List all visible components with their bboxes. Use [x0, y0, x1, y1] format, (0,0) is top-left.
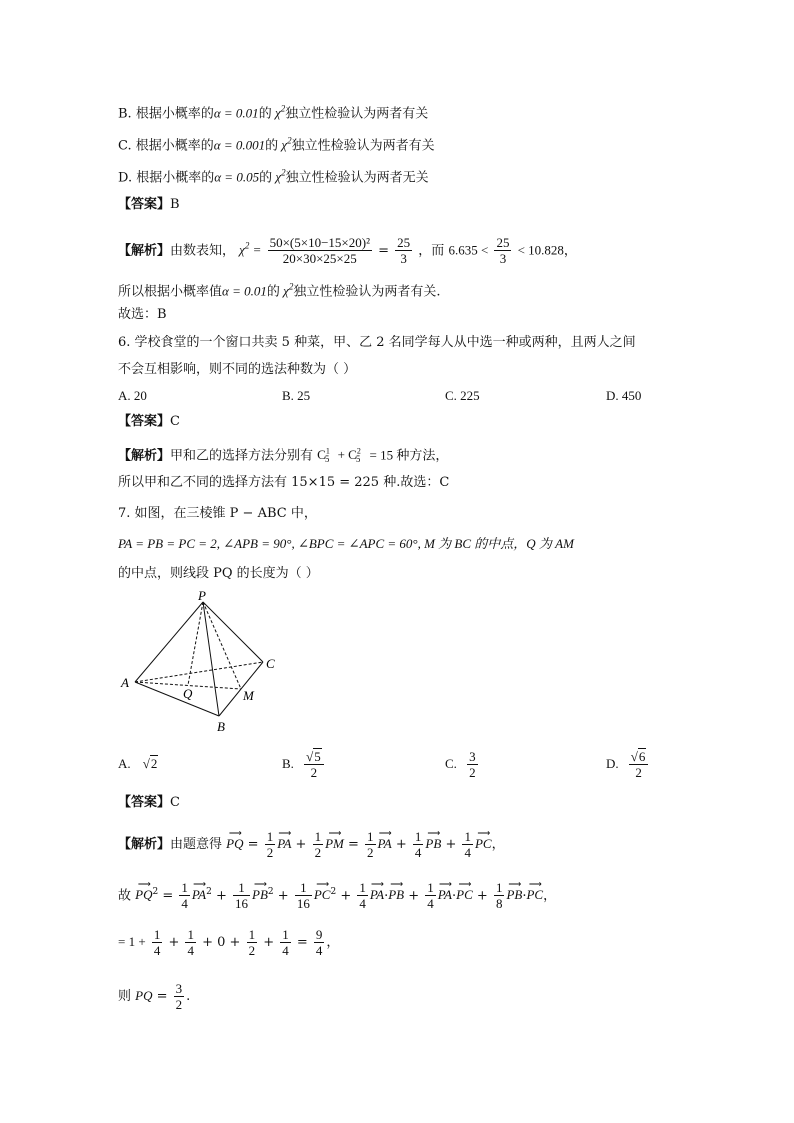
- q5-conclusion: [118, 278, 441, 301]
- q6-answer: [118, 413, 180, 431]
- chi-square-symbol: $\chi^2$: [279, 282, 294, 299]
- conclusion-end: 独立性检验认为两者有关.: [293, 284, 441, 300]
- analysis-connector: ，而: [418, 243, 445, 259]
- analysis-tag: 【解析】: [118, 243, 171, 259]
- edge-pa: [135, 602, 203, 682]
- alpha-value: α = 0.001: [213, 137, 266, 153]
- final-prefix: 则: [118, 989, 132, 1004]
- label-q: Q: [183, 686, 193, 701]
- q6-option-b: B. 25: [282, 388, 311, 403]
- analysis-intro: 由题意得: [170, 837, 223, 852]
- chi-result-denominator: 3: [400, 251, 407, 267]
- option-label: C.: [445, 756, 457, 771]
- q6-option-d: D. 450: [606, 388, 642, 403]
- inequality-numerator: 25: [496, 235, 510, 251]
- analysis-intro: 由数表知，: [170, 243, 236, 259]
- edge-pb: [203, 602, 219, 716]
- chi-square-symbol: $\chi^2$ =: [239, 241, 262, 258]
- answer-value: C: [170, 414, 180, 429]
- inequality-left: 6.635 <: [448, 242, 489, 258]
- chi-result-fraction: [395, 235, 412, 266]
- alpha-value: α = 0.05: [214, 169, 260, 185]
- q7-analysis-line2: 故 ⟶ $PQ^2$ = $\frac{1}{4}$ ⟶ $PA^2$ + $\frac{1}{16}$ ⟶ $PB^2$ + $\frac{1}{16}$ ⟶ $PC^2$ + $\frac{1}{4}$ ⟶ PA·⟶ PB + $\frac{1}{4}$ ⟶ PA·⟶ PC + $\frac{1}{8}$ ⟶ PB·⟶ PC，: [118, 872, 556, 912]
- option-c-fraction: [467, 749, 478, 780]
- answer-tag: 【答案】: [118, 414, 171, 429]
- option-c-line: [118, 132, 435, 155]
- q7-option-a: A. √2: [118, 756, 158, 771]
- analysis-tag: 【解析】: [118, 837, 171, 852]
- q5-choose: 故选：B: [118, 307, 167, 322]
- sqrt-value: 5: [314, 749, 321, 764]
- sqrt-value: 6: [638, 749, 646, 764]
- label-p: P: [198, 588, 206, 603]
- edge-ac-dashed: [135, 662, 263, 682]
- q7-answer: [118, 794, 180, 812]
- answer-tag: 【答案】: [118, 795, 171, 810]
- option-b-conclusion: 独立性检验认为两者有关: [285, 106, 429, 122]
- q6-stem-line2: 不会互相影响，则不同的选法种数为（ ）: [118, 362, 357, 377]
- option-label: D.: [606, 756, 619, 771]
- connector-text: 的: [258, 106, 272, 122]
- q6-option-c: C. 225: [445, 388, 480, 403]
- option-b-line: [118, 100, 428, 123]
- option-b-text: B. 根据小概率的: [118, 106, 214, 122]
- inequality-fraction: [494, 235, 511, 266]
- answer-tag: 【答案】: [118, 197, 171, 212]
- inequality-denominator: 3: [499, 251, 507, 267]
- q6-analysis-line2: 所以甲和乙不同的选择方法有 15×15 = 225 种.故选：C: [118, 475, 450, 490]
- option-d-conclusion: 独立性检验认为两者无关: [285, 170, 429, 186]
- q7-stem-line3: 的中点，则线段 PQ 的长度为（ ）: [118, 566, 319, 581]
- chi-fraction: [268, 235, 372, 266]
- chi-square-symbol: $\chi^2$: [271, 104, 286, 121]
- conclusion-text: 所以根据小概率值: [118, 284, 223, 300]
- combination-expression: $C^1_5 + C^2_5$: [317, 447, 361, 465]
- q7-analysis-line1: 【解析】由题意得 ⟶ PQ = $\frac{1}{2}$ ⟶ PA + $\frac{1}{2}$ ⟶ PM = $\frac{1}{2}$ ⟶ PA + $\frac{1}{4}$ ⟶ PB + $\frac{1}{4}$ ⟶ PC，: [118, 824, 505, 864]
- sqrt-value: 2: [150, 756, 158, 771]
- q7-option-b: [282, 745, 326, 783]
- chi-numerator: 50×(5×10−15×20)²: [269, 235, 370, 251]
- q6-option-a: A. 20: [118, 388, 147, 403]
- q7-stem-line2: PA = PB = PC = 2, ∠APB = 90°, ∠BPC = ∠APC = 60°, M 为 BC 的中点，Q 为 AM: [118, 536, 574, 551]
- analysis-tag: 【解析】: [118, 448, 171, 464]
- answer-value: C: [170, 795, 180, 810]
- q6-stem-line1: 6. 学校食堂的一个窗口共卖 5 种菜，甲、乙 2 名同学每人从中选一种或两种，且两人之间: [118, 335, 636, 350]
- alpha-value: α = 0.01: [222, 283, 267, 299]
- option-c-text: C. 根据小概率的: [118, 138, 214, 154]
- option-d-text: D. 根据小概率的: [118, 170, 215, 186]
- option-label: A.: [118, 756, 131, 771]
- alpha-value: α = 0.01: [213, 105, 259, 121]
- chi-result-numerator: 25: [397, 235, 411, 251]
- option-b-fraction: $\frac{√5}{2}$: [304, 749, 324, 780]
- q6-analysis-line1: [118, 443, 448, 465]
- q5-analysis: 【解析】由数表知， $\chi^2$ = $\frac{\text{50×(5×10−15×20)²}}{20\times 30\times 25\times 25}$ = $\frac{25}{3}$ ，而 6.635 < $\frac{25}{3}$ < 10.828，: [118, 235, 577, 267]
- edge-pc: [203, 602, 263, 662]
- analysis-text: 甲和乙的选择方法分别有: [170, 448, 314, 464]
- denominator: 2: [310, 765, 318, 780]
- q7-stem-line1: 7. 如图，在三棱锥 P − ABC 中，: [118, 506, 317, 521]
- q5-answer: [118, 196, 180, 214]
- connector-text: 的: [266, 284, 280, 300]
- chi-denominator: 20×30×25×25: [282, 251, 357, 267]
- denominator: 2: [635, 765, 642, 780]
- option-d-fraction: $\frac{√6}{2}$: [629, 749, 649, 780]
- inequality-right: < 10.828，: [517, 242, 577, 258]
- label-a: A: [121, 675, 129, 690]
- label-b: B: [217, 719, 225, 734]
- option-d-line: [118, 164, 429, 187]
- option-label: B.: [282, 756, 294, 771]
- q7-option-d: [606, 745, 650, 783]
- therefore-text: 故: [118, 888, 132, 904]
- denominator: 2: [469, 765, 476, 780]
- numerator: 3: [469, 749, 476, 764]
- q7-final: 则 PQ = $\frac{3}{2}$ .: [118, 981, 191, 1012]
- q7-option-c: [445, 745, 480, 783]
- label-m: M: [243, 688, 254, 703]
- q7-analysis-line3: = 1 + $\frac{1}{4}$ + $\frac{1}{4}$ + 0 + $\frac{1}{2}$ + $\frac{1}{4}$ = $\frac{9}{4}$ ，: [118, 927, 340, 958]
- option-c-conclusion: 独立性检验认为两者有关: [291, 138, 435, 154]
- analysis-result: = 15 种方法，: [369, 447, 449, 463]
- tetrahedron-figure: [115, 588, 285, 738]
- chi-square-symbol: $\chi^2$: [272, 168, 286, 185]
- connector-text: 的: [259, 170, 273, 186]
- answer-value: B: [170, 197, 180, 212]
- label-c: C: [266, 656, 275, 671]
- chi-square-symbol: $\chi^2$: [278, 136, 292, 153]
- connector-text: 的: [265, 138, 279, 154]
